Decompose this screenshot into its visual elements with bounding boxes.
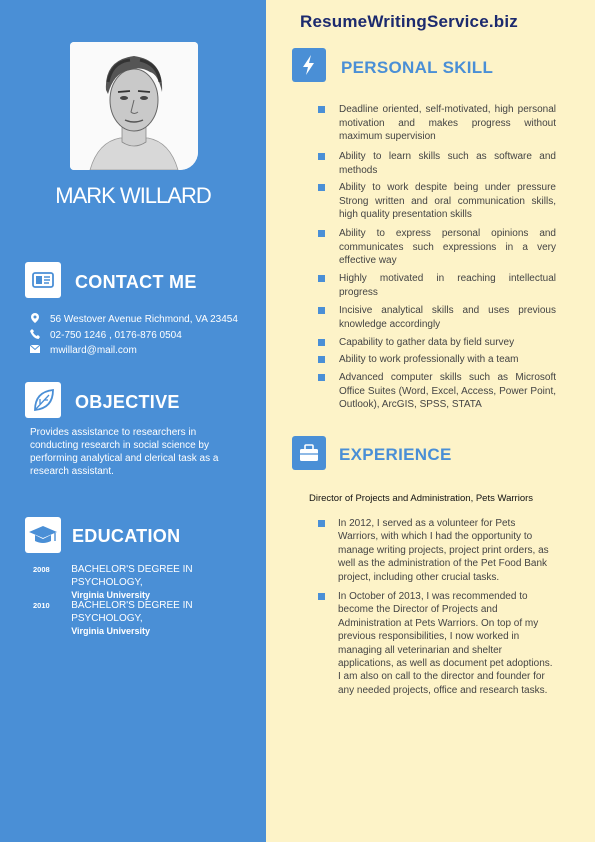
lightning-icon xyxy=(292,48,326,82)
education-item xyxy=(33,599,258,638)
location-pin-icon xyxy=(28,313,42,326)
email-text[interactable]: mwillard@mail.com xyxy=(50,345,137,356)
education-degree: BACHELOR'S DEGREE IN PSYCHOLOGY, xyxy=(71,600,193,624)
skill-item: Ability to work despite being under pressure Strong written and oral communication skills, high quality presentation skills xyxy=(318,181,556,222)
education-item xyxy=(33,563,258,602)
contact-address xyxy=(28,313,238,326)
skill-item: Ability to express personal opinions and communicates such expressions in a very effective way xyxy=(318,227,556,268)
skill-item: Advanced computer skills such as Microsoft Office Suites (Word, Excel, Access, Power Point, Outlook), ArcGIS, SPSS, STATA xyxy=(318,371,556,412)
skill-item: Highly motivated in reaching intellectual progress xyxy=(318,272,556,299)
phone-text: 02-750 1246 , 0176-876 0504 xyxy=(50,330,182,341)
experience-item: In 2012, I served as a volunteer for Pets Warriors, with which I had the opportunity to manage writing projects, project print orders, as well as the administration of the Pet Food Bank project, including other crucial tasks. xyxy=(318,517,556,584)
contact-phone xyxy=(28,329,182,342)
skill-item: Incisive analytical skills and uses previous knowledge accordingly xyxy=(318,304,556,331)
contact-heading: CONTACT ME xyxy=(75,272,197,292)
experience-heading: EXPERIENCE xyxy=(339,445,452,464)
objective-heading: OBJECTIVE xyxy=(75,392,180,412)
contact-email xyxy=(28,345,137,356)
education-school: Virginia University xyxy=(71,590,151,600)
briefcase-icon xyxy=(292,436,326,470)
education-school: Virginia University xyxy=(71,626,151,636)
envelope-icon xyxy=(28,345,42,356)
left-sidebar xyxy=(0,0,266,842)
candidate-name: MARK WILLARD xyxy=(55,183,211,208)
leaf-icon xyxy=(25,382,61,418)
job-title: Director of Projects and Administration, Pets Warriors xyxy=(309,493,534,504)
graduation-cap-icon xyxy=(25,517,61,553)
skill-item: Capability to gather data by field survey xyxy=(318,336,556,350)
site-watermark[interactable]: ResumeWritingService.biz xyxy=(300,12,518,31)
education-year: 2010 xyxy=(33,601,50,610)
id-card-icon xyxy=(25,262,61,298)
skill-item: Deadline oriented, self-motivated, high personal motivation and makes progress without maximum supervision xyxy=(318,103,556,144)
education-heading: EDUCATION xyxy=(72,526,181,546)
skill-item: Ability to work professionally with a team xyxy=(318,353,556,367)
education-year: 2008 xyxy=(33,565,50,574)
skill-item: Ability to learn skills such as software and methods xyxy=(318,150,556,177)
education-degree: BACHELOR'S DEGREE IN PSYCHOLOGY, xyxy=(71,564,193,588)
address-text: 56 Westover Avenue Richmond, VA 23454 xyxy=(50,314,238,325)
phone-icon xyxy=(28,329,42,342)
skills-heading: PERSONAL SKILL xyxy=(341,58,494,77)
profile-photo xyxy=(70,42,198,170)
experience-item: In October of 2013, I was recommended to become the Director of Projects and Administration at Pets Warriors. On top of my previous responsibilities, I now worked in managing all veterinarian and shelter applications, as well as document pet adoptions. I am also on call to the director and founder for any needed projects, office and research tasks. xyxy=(318,590,556,697)
objective-text: Provides assistance to researchers in conducting research in social science by performing analytical and clerical task as a research assistant. xyxy=(30,427,219,477)
